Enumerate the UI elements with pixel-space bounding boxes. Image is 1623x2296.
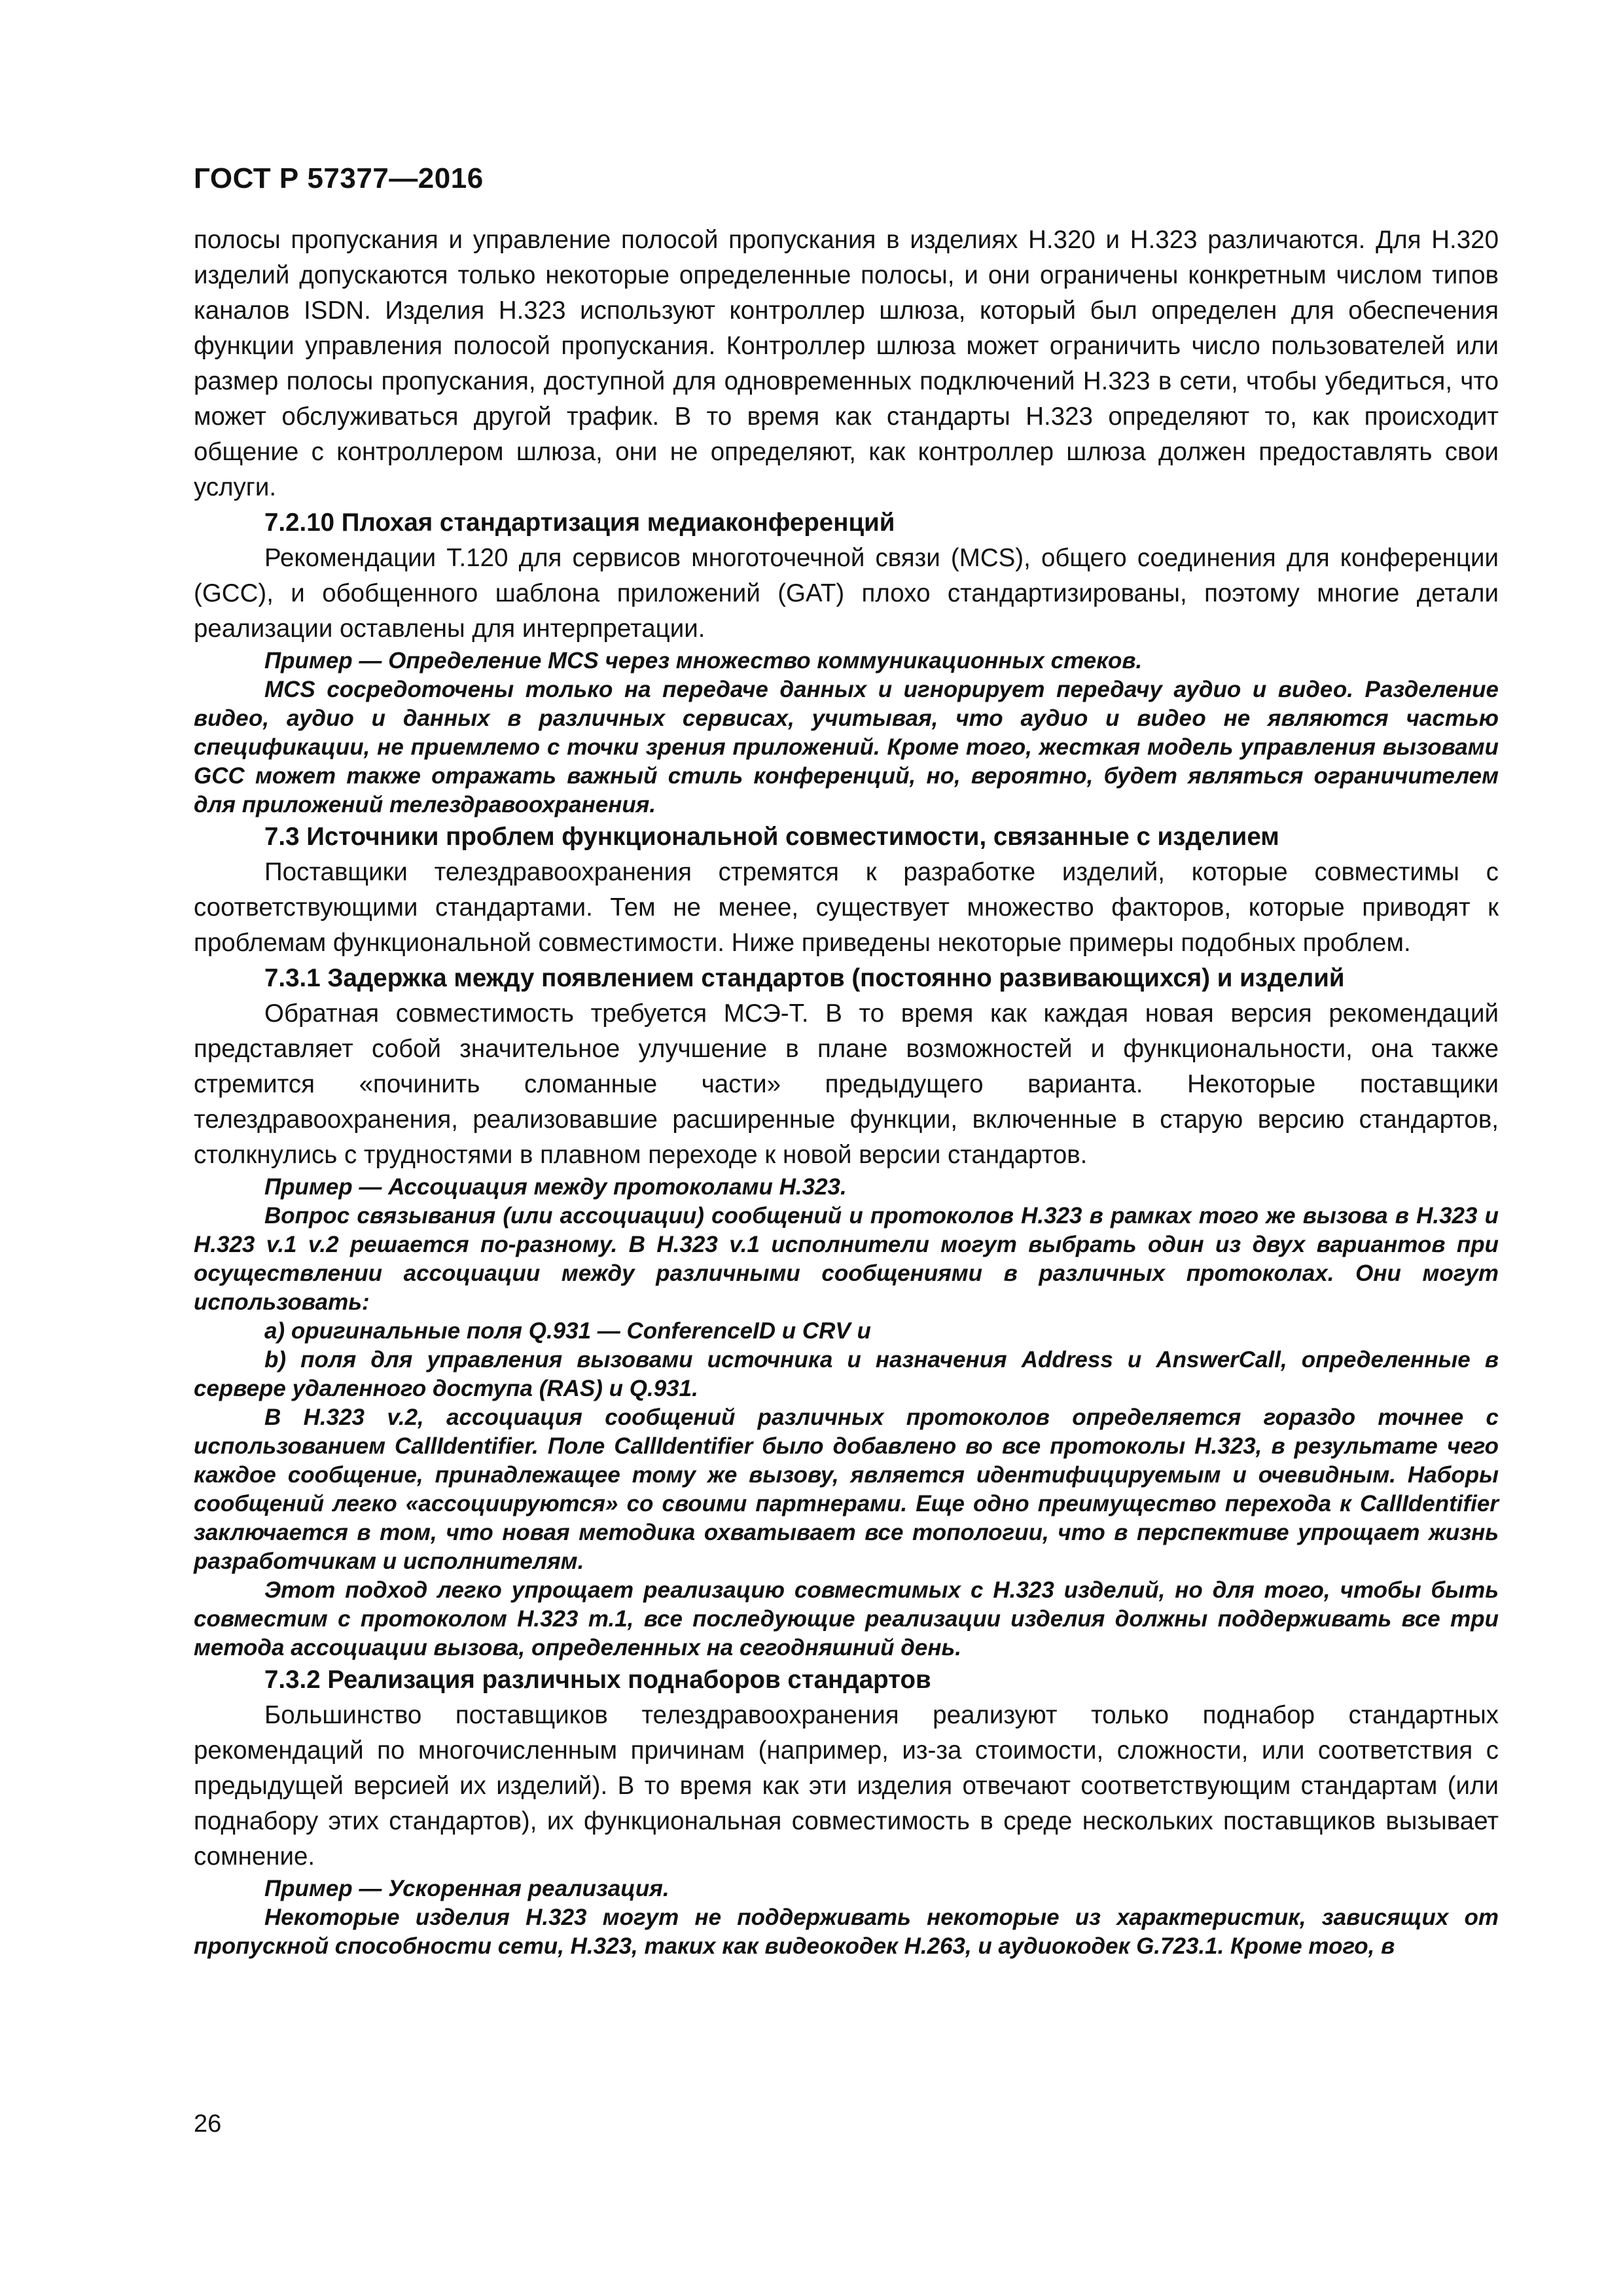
example-text: В H.323 v.2, ассоциация сообщений различных протоколов определяется гораздо точнее с использованием CallIdentifier. Поле CallIdentifier было добавлено во все протоколы H.323, в результате чего каждое сообщение, принадлежащее тому же вызову, является идентифицируемым и очевидным. Наборы сообщений легко «ассоциируются» со своими партнерами. Еще одно преимущество перехода к CallIdentifier заключается в том, что новая методика охватывает все топологии, что в перспективе упрощает жизнь разработчикам и исполнителям.: [194, 1405, 1499, 1574]
paragraph-bandwidth: полосы пропускания и управление полосой пропускания в изделиях H.320 и H.323 различаются. Для H.320 изделий допускаются только некоторые определенные полосы, и они ограничены конкретным числом типов каналов ISDN. Изделия H.323 используют контроллер шлюза, который был определен для обеспечения функции управления полосой пропускания. Контроллер шлюза может ограничить число пользователей или размер полосы пропускания, доступной для одновременных подключений H.323 в сети, чтобы убедиться, что может обслуживаться другой трафик. В то время как стандарты H.323 определяют то, как происходит общение с контроллером шлюза, они не определяют, как контроллер шлюза должен предоставлять свои услуги.: [194, 226, 1499, 501]
example-list-item-b: b) поля для управления вызовами источника и назначения Address и AnswerCall, определенные в сервере удаленного доступа (RAS) и Q.931.: [194, 1347, 1499, 1401]
paragraph-backward-compat: Обратная совместимость требуется МСЭ-Т. В то время как каждая новая версия рекомендаций представляет собой значительное улучшение в плане возможностей и функциональности, она также стремится «починить сломанные части» предыдущего варианта. Некоторые поставщики телездравоохранения, реализовавшие расширенные функции, включенные в старую версию стандартов, столкнулись с трудностями в плавном переходе к новой версии стандартов.: [194, 999, 1499, 1169]
example-text: Вопрос связывания (или ассоциации) сообщений и протоколов H.323 в рамках того же вызова в H.323 и H.323 v.1 v.2 решается по-разному. В H.323 v.1 исполнители могут выбрать один из двух вариантов при осуществлении ассоциации между различными сообщениями в различных протоколах. Они могут использовать:: [194, 1203, 1499, 1315]
paragraph-subsets: Большинство поставщиков телездравоохранения реализуют только поднабор стандартных рекомендаций по многочисленным причинам (например, из-за стоимости, сложности, или соответствия с предыдущей версией их изделий). В то время как эти изделия отвечают соответствующим стандартам (или поднабору этих стандартов), их функциональная совместимость в среде нескольких поставщиков вызывает сомнение.: [194, 1701, 1499, 1871]
example-list-item-a: a) оригинальные поля Q.931 — ConferenceID и CRV и: [264, 1318, 871, 1344]
example-title: Пример — Ассоциация между протоколами H.323.: [264, 1174, 847, 1200]
example-title: Пример — Ускоренная реализация.: [264, 1876, 669, 1901]
paragraph-t120: Рекомендации T.120 для сервисов многоточечной связи (MCS), общего соединения для конференции (GCC), и обобщенного шаблона приложений (GAT) плохо стандартизированы, поэтому многие детали реализации оставлены для интерпретации.: [194, 544, 1499, 643]
paragraph-vendors: Поставщики телездравоохранения стремятся к разработке изделий, которые совместимы с соответствующими стандартами. Тем не менее, существует множество факторов, которые приводят к проблемам функциональной совместимости. Ниже приведены некоторые примеры подобных проблем.: [194, 858, 1499, 957]
example-title: Пример — Определение MCS через множество коммуникационных стеков.: [264, 648, 1143, 673]
heading-7-3: 7.3 Источники проблем функциональной совместимости, связанные с изделием: [264, 823, 1279, 851]
example-text: Этот подход легко упрощает реализацию совместимых с H.323 изделий, но для того, чтобы быть совместим с протоколом H.323 т.1, все последующие реализации изделия должны поддерживать все три метода ассоциации вызова, определенных на сегодняшний день.: [194, 1577, 1499, 1660]
heading-7-2-10: 7.2.10 Плохая стандартизация медиаконференций: [264, 509, 895, 537]
document-header: ГОСТ Р 57377—2016: [194, 162, 484, 194]
example-mcs: [194, 647, 1499, 819]
document-body: [194, 223, 1499, 1961]
heading-7-3-2: 7.3.2 Реализация различных поднаборов стандартов: [264, 1666, 931, 1694]
example-fast-implementation: [194, 1874, 1499, 1961]
example-text: Некоторые изделия H.323 могут не поддерживать некоторые из характеристик, зависящих от пропускной способности сети, H.323, таких как видеокодек H.263, и аудиокодек G.723.1. Кроме того, в: [194, 1905, 1499, 1959]
example-text: MCS сосредоточены только на передаче данных и игнорирует передачу аудио и видео. Разделение видео, аудио и данных в различных сервисах, учитывая, что аудио и видео не являются частью спецификации, не приемлемо с точки зрения приложений. Кроме того, жесткая модель управления вызовами GCC может также отражать важный стиль конференций, но, вероятно, будет являться ограничителем для приложений телездравоохранения.: [194, 677, 1499, 817]
page-number: 26: [194, 2110, 222, 2138]
heading-7-3-1: 7.3.1 Задержка между появлением стандартов (постоянно развивающихся) и изделий: [264, 964, 1345, 992]
example-h323-association: [194, 1173, 1499, 1662]
